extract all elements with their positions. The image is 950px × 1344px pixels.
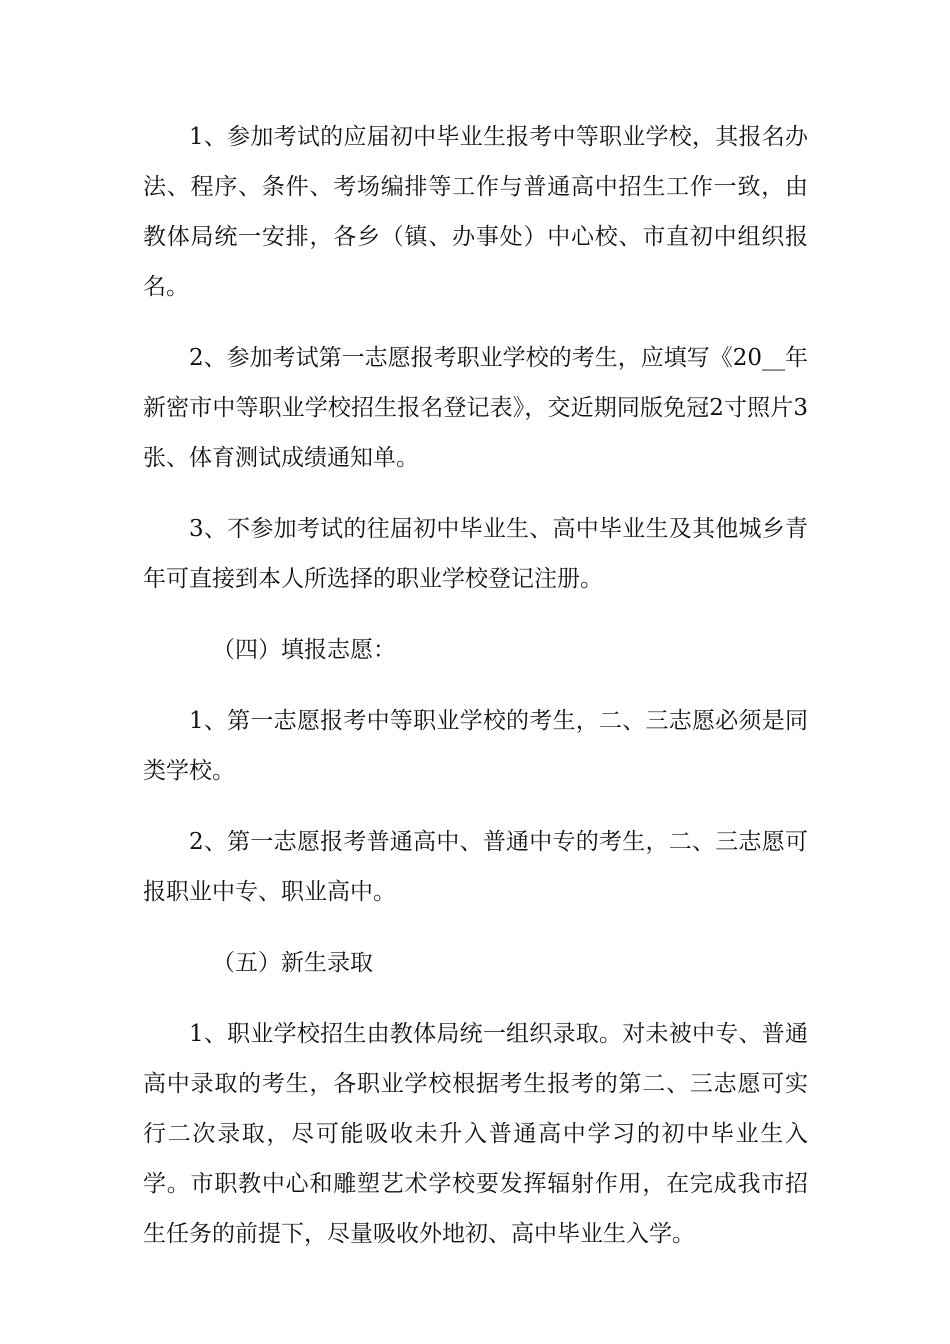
paragraph-non-exam-registration: 3、不参加考试的往届初中毕业生、高中毕业生及其他城乡青年可直接到本人所选择的职业学校登记注册。	[143, 516, 808, 592]
document-body	[143, 112, 808, 1280]
paragraph-registration-method: 1、参加考试的应届初中毕业生报考中等职业学校，其报名办法、程序、条件、考场编排等工作与普通高中招生工作一致，由教体局统一安排，各乡（镇、办事处）中心校、市直初中组织报名。	[143, 124, 808, 300]
paragraph-preference-high-school: 2、第一志愿报考普通高中、普通中专的考生，二、三志愿可报职业中专、职业高中。	[143, 829, 808, 905]
paragraph-first-choice-form: 2、参加考试第一志愿报考职业学校的考生，应填写《20__年新密市中等职业学校招生报名登记表》，交近期同版免冠2寸照片3张、体育测试成绩通知单。	[143, 345, 808, 471]
paragraph-admission-process: 1、职业学校招生由教体局统一组织录取。对未被中专、普通高中录取的考生，各职业学校根据考生报考的第二、三志愿可实行二次录取，尽可能吸收未升入普通高中学习的初中毕业生入学。市职教中心和雕塑艺术学校要发挥辐射作用，在完成我市招生任务的前提下，尽量吸收外地初、高中毕业生入学。	[143, 1021, 808, 1247]
paragraph-preference-vocational: 1、第一志愿报考中等职业学校的考生，二、三志愿必须是同类学校。	[143, 708, 808, 784]
section-heading-admission: （五）新生录取	[212, 950, 373, 976]
section-heading-preferences: （四）填报志愿：	[212, 637, 396, 663]
